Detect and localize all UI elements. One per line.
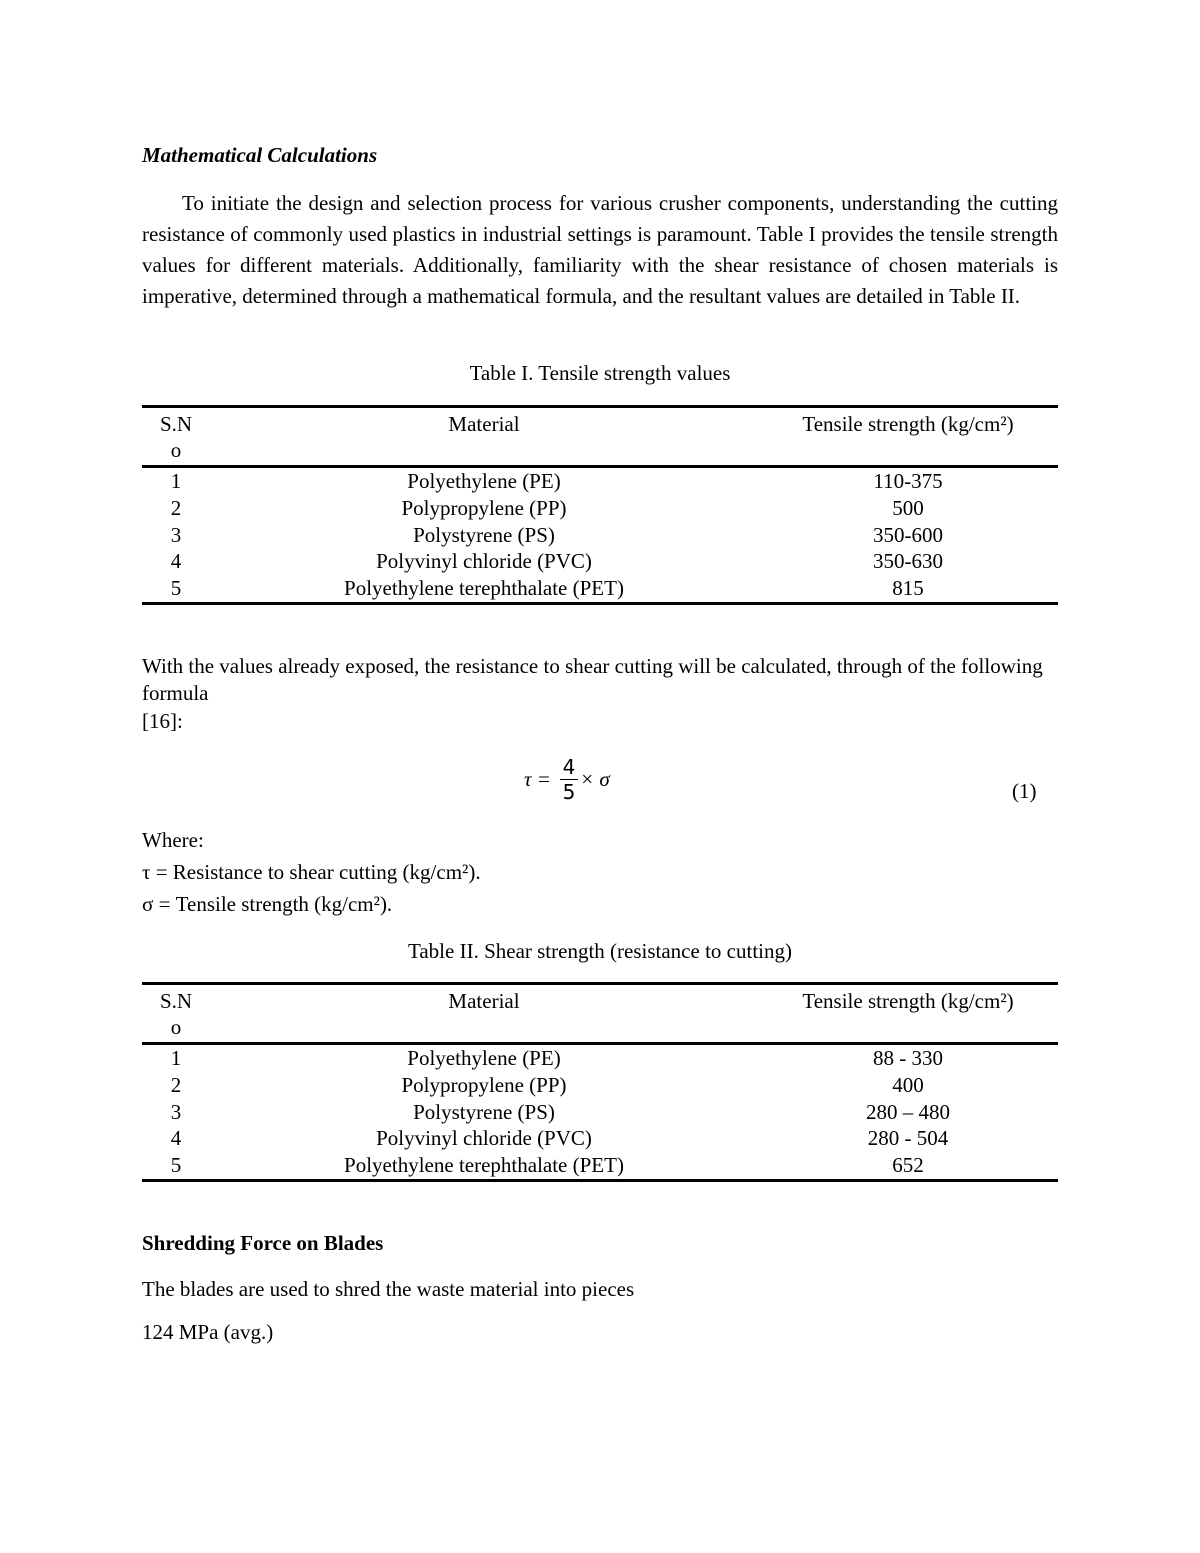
table2-cell-value: 280 - 504	[867, 1126, 949, 1151]
table2-header-row	[142, 984, 1058, 1044]
table-row	[142, 495, 1058, 522]
table2	[142, 982, 1058, 1182]
table1-cell-material: Polyethylene (PE)	[407, 469, 561, 493]
table1-cell-sno: 5	[170, 576, 182, 601]
table2-cell-value: 280 – 480	[866, 1099, 950, 1124]
table2-cell-material: Polyethylene terephthalate (PET)	[344, 1153, 624, 1178]
table2-cell-value: 652	[892, 1153, 924, 1178]
table1-cell-material: Polyvinyl chloride (PVC)	[376, 549, 592, 574]
where-label: Where:	[142, 828, 204, 852]
table2-cell-value: 400	[892, 1072, 924, 1097]
intro-paragraph-text: To initiate the design and selection process for various crusher components, understanding the cutting resistance of commonly used plastics in industrial settings is paramount. Table I provides the tensile strength values for different materials. Additionally, familiarity with the shear resistance of chosen materials is imperative, determined through a mathematical formula, and the resultant values are detailed in Table II.	[142, 191, 1058, 308]
table1-cell-sno: 1	[170, 469, 182, 493]
table-row	[142, 1099, 1058, 1126]
table1	[142, 405, 1058, 605]
table-row	[142, 548, 1058, 575]
table1-cell-sno: 2	[170, 495, 182, 520]
table2-cell-material: Polyvinyl chloride (PVC)	[376, 1126, 592, 1151]
table2-cell-material: Polyethylene (PE)	[407, 1046, 561, 1070]
definition-tau: τ = Resistance to shear cutting (kg/cm²).	[142, 860, 481, 884]
table1-cell-material: Polypropylene (PP)	[401, 495, 567, 520]
table-row	[142, 1125, 1058, 1152]
table1-header-material: Material	[448, 412, 520, 436]
table2-cell-sno: 3	[170, 1099, 182, 1124]
table1-cell-sno: 3	[170, 522, 182, 547]
table2-cell-material: Polypropylene (PP)	[401, 1072, 567, 1097]
table2-cell-sno: 2	[170, 1072, 182, 1097]
formula-denominator: 5	[562, 780, 576, 804]
formula-lhs: τ =	[524, 767, 551, 791]
table-row	[142, 1044, 1058, 1072]
table1-cell-value: 350-600	[873, 522, 943, 547]
definition-sigma: σ = Tensile strength (kg/cm²).	[142, 892, 393, 916]
table1-cell-value: 815	[892, 576, 924, 601]
formula-numerator: 4	[562, 755, 576, 779]
table2-cell-sno: 4	[170, 1126, 182, 1151]
section-heading: Mathematical Calculations	[142, 143, 378, 167]
table-row	[142, 1072, 1058, 1099]
table1-caption: Table I. Tensile strength values	[469, 361, 731, 385]
table1-cell-sno: 4	[170, 549, 182, 574]
table2-cell-sno: 5	[170, 1153, 182, 1178]
table1-cell-material: Polyethylene terephthalate (PET)	[344, 576, 624, 601]
table1-header-tensile: Tensile strength (kg/cm²)	[802, 412, 1014, 436]
table-row	[142, 467, 1058, 495]
table2-header-sno: S.No	[159, 989, 193, 1039]
table2-cell-sno: 1	[170, 1046, 182, 1070]
equation-number: (1)	[1012, 779, 1037, 803]
intro-paragraph	[142, 188, 1058, 312]
table-row	[142, 522, 1058, 549]
table1-cell-value: 500	[892, 495, 924, 520]
shredding-text: The blades are used to shred the waste material into pieces	[142, 1277, 635, 1301]
table2-header-tensile: Tensile strength (kg/cm²)	[802, 989, 1014, 1013]
table1-header-row	[142, 407, 1058, 467]
table-row	[142, 1152, 1058, 1180]
table1-cell-material: Polystyrene (PS)	[413, 522, 555, 547]
formula-rhs: × σ	[580, 767, 610, 791]
formula-intro: With the values already exposed, the resistance to shear cutting will be calculated, through of the following formula	[142, 654, 1043, 705]
shredding-heading: Shredding Force on Blades	[142, 1231, 384, 1255]
shredding-value: 124 MPa (avg.)	[142, 1320, 274, 1344]
table1-cell-value: 350-630	[873, 549, 943, 574]
table-row	[142, 575, 1058, 603]
table1-header-sno: S.No	[159, 412, 193, 462]
table2-header-material: Material	[448, 989, 520, 1013]
table2-cell-material: Polystyrene (PS)	[413, 1099, 555, 1124]
table2-caption: Table II. Shear strength (resistance to cutting)	[408, 939, 792, 963]
table2-cell-value: 88 - 330	[873, 1046, 943, 1070]
table1-cell-value: 110-375	[873, 469, 943, 493]
formula-fraction	[560, 755, 578, 804]
formula-citation: [16]:	[142, 709, 183, 733]
